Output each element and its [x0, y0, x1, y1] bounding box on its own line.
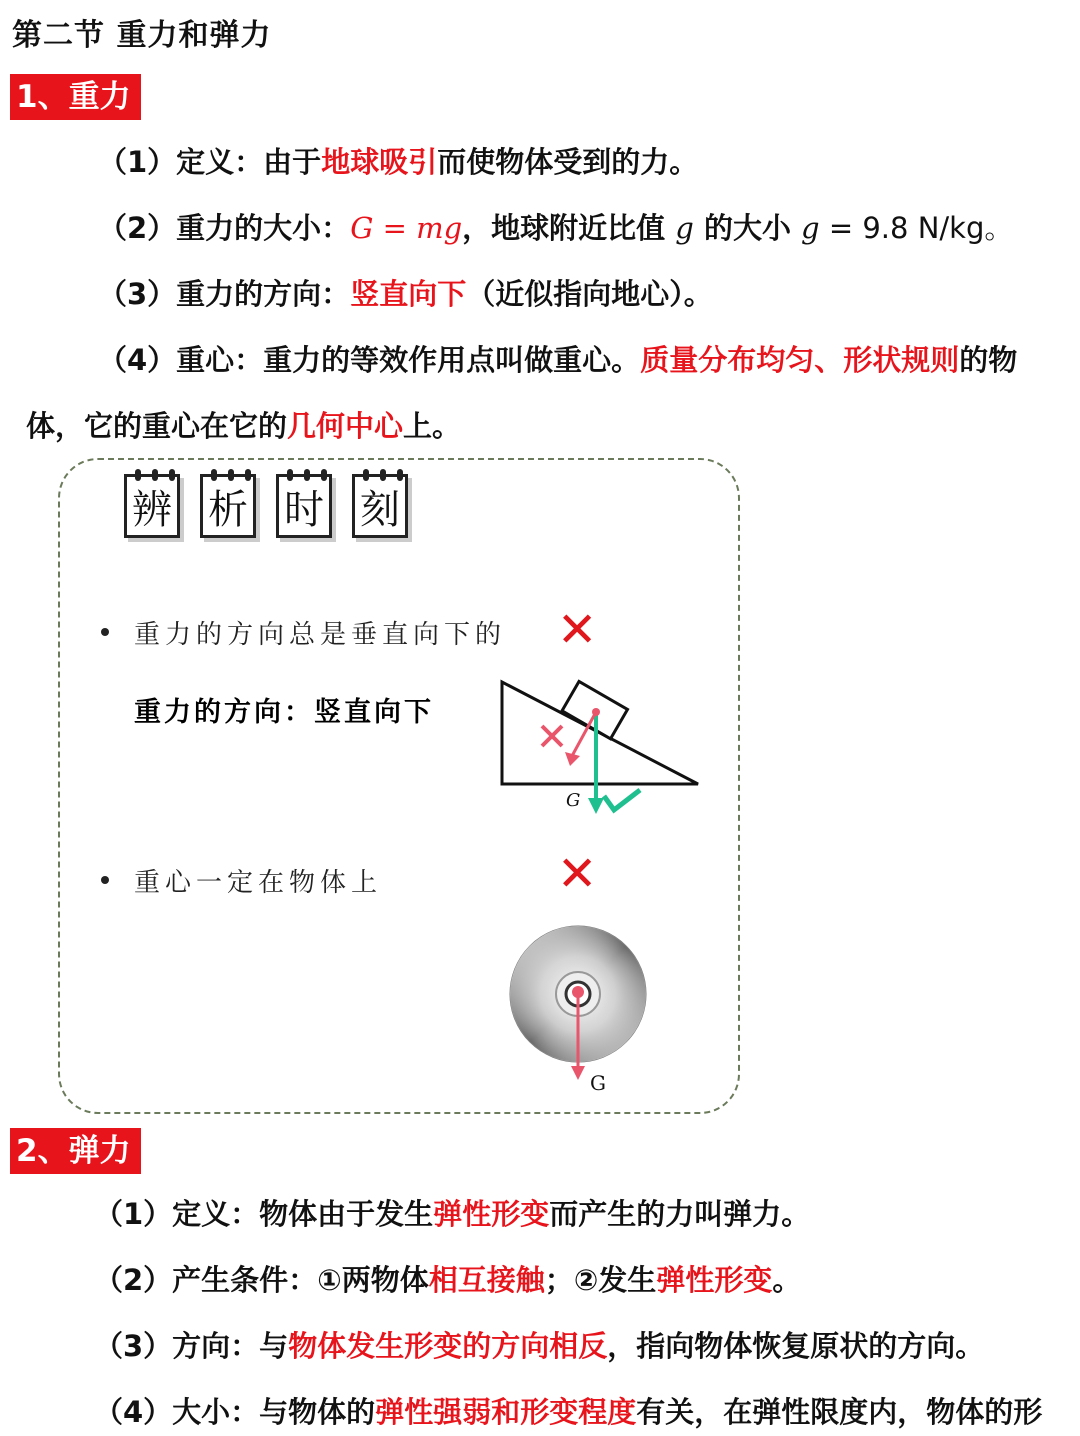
analysis-card [124, 474, 180, 538]
card-rings [211, 469, 251, 481]
section-tag-elastic: 2、弹力 [10, 1128, 141, 1174]
text: （近似指向地心）。 [466, 277, 713, 311]
disc-diagram [504, 920, 654, 1100]
center-point [592, 708, 600, 716]
text: （3）重力的方向： [98, 277, 351, 311]
misconception-1: 重力的方向总是垂直向下的 [134, 620, 507, 650]
text: ，指向物体恢复原状的方向。 [607, 1329, 985, 1363]
check-icon [604, 790, 640, 810]
text: 。 [772, 1263, 802, 1297]
text: 而使物体受到的力。 [437, 145, 699, 179]
elastic-conditions [94, 1260, 801, 1300]
highlight: 相互接触 [428, 1263, 545, 1297]
card-char: 析 [208, 486, 248, 533]
text: 而产生的力叫弹力。 [549, 1197, 811, 1231]
text: 的大小 [693, 211, 802, 245]
misconception-2: 重心一定在物体上 [134, 868, 383, 898]
card-rings [135, 469, 175, 481]
text: 有关，在弹性限度内，物体的形 [636, 1395, 1043, 1429]
correction-1: 重力的方向：竖直向下 [134, 697, 434, 728]
text: 体，它的重心在它的 [26, 409, 288, 443]
text: （4）大小：与物体的 [94, 1395, 376, 1429]
elastic-definition [94, 1194, 810, 1234]
highlight: 弹性形变 [433, 1197, 550, 1231]
text: ，地球附近比值 [462, 211, 676, 245]
card-char: 辨 [132, 486, 172, 533]
highlight: 竖直向下 [350, 277, 467, 311]
elastic-direction [94, 1326, 984, 1366]
analysis-card [200, 474, 256, 538]
wrong-mark-icon: ✕ [557, 602, 598, 658]
g-label: G [590, 1071, 606, 1095]
highlight: 物体发生形变的方向相反 [288, 1329, 608, 1363]
analysis-card [276, 474, 332, 538]
g-label: G [566, 790, 581, 811]
text: （4）重心：重力的等效作用点叫做重心。 [98, 343, 641, 377]
card-rings [363, 469, 403, 481]
gravity-magnitude [98, 208, 1013, 248]
highlight: 几何中心 [287, 409, 404, 443]
text: （3）方向：与 [94, 1329, 289, 1363]
wrong-mark-icon: ✕ [557, 846, 598, 902]
symbol-g: g [801, 211, 820, 245]
text: （2）重力的大小： [98, 211, 351, 245]
text: （2）产生条件：①两物体 [94, 1263, 429, 1297]
incline-diagram [490, 670, 720, 820]
bullet [101, 876, 109, 884]
bullet [101, 628, 109, 636]
symbol-g: g [675, 211, 694, 245]
gravity-definition [98, 142, 698, 182]
text: （1）定义：由于 [98, 145, 322, 179]
elastic-magnitude [94, 1392, 1042, 1432]
gravity-arrow-head [588, 798, 604, 814]
gravity-arrow-wrong-head [565, 752, 580, 766]
text: 的物 [959, 343, 1018, 377]
center-point [572, 986, 584, 998]
text: ；②发生 [544, 1263, 657, 1297]
formula: G = mg [350, 211, 463, 245]
gravity-direction [98, 274, 713, 314]
text: = 9.8 N/kg。 [819, 211, 1014, 245]
highlight: 质量分布均匀、形状规则 [640, 343, 960, 377]
center-of-gravity-continued [26, 406, 461, 446]
card-rings [287, 469, 327, 481]
page-title: 第二节 重力和弹力 [12, 18, 272, 53]
highlight: 弹性形变 [656, 1263, 773, 1297]
text: 上。 [403, 409, 462, 443]
analysis-card [352, 474, 408, 538]
center-of-gravity [98, 340, 1017, 380]
highlight: 地球吸引 [321, 145, 438, 179]
section-tag-gravity: 1、重力 [10, 74, 141, 120]
gravity-arrow-head [571, 1066, 585, 1080]
text: （1）定义：物体由于发生 [94, 1197, 434, 1231]
card-char: 刻 [360, 486, 400, 533]
card-char: 时 [284, 486, 324, 533]
highlight: 弹性强弱和形变程度 [375, 1395, 637, 1429]
